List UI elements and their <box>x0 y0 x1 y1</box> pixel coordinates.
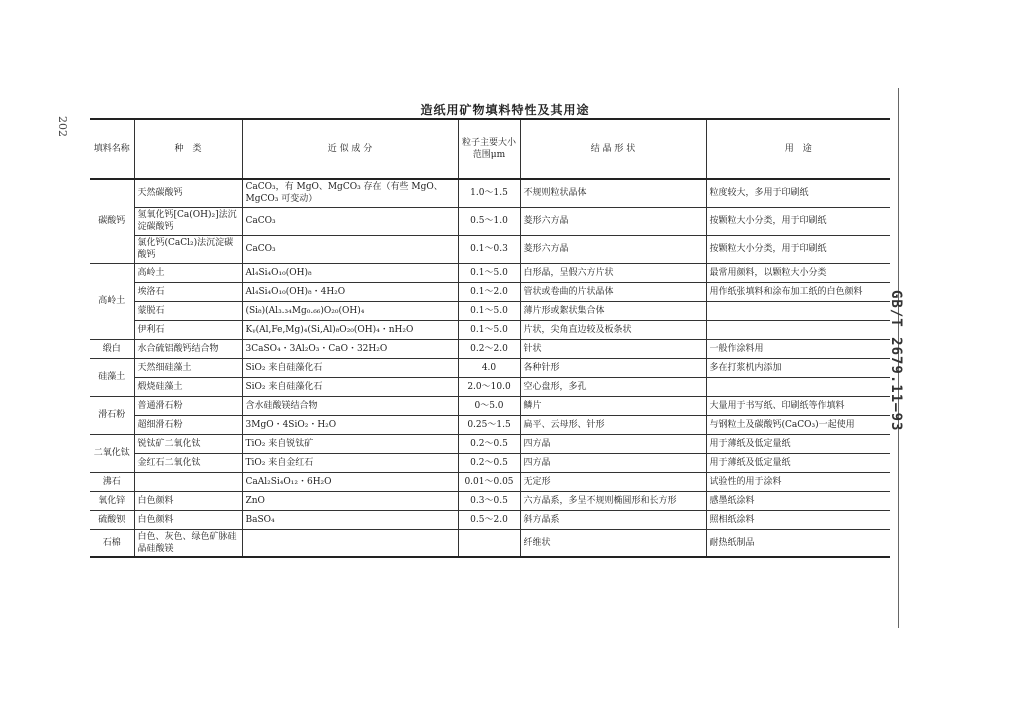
filler-type: 白色、灰色、绿色矿脉硅晶硅酸镁 <box>134 529 242 557</box>
filler-use: 感墨纸涂料 <box>706 491 890 510</box>
table-row <box>90 207 890 235</box>
header-type: 种 类 <box>134 119 242 179</box>
crystal-shape: 四方晶 <box>520 434 706 453</box>
filler-type: 天然碳酸钙 <box>134 179 242 207</box>
filler-use: 大量用于书写纸、印刷纸等作填料 <box>706 396 890 415</box>
table-row <box>90 415 890 434</box>
filler-name: 硅藻土 <box>90 358 134 396</box>
filler-type <box>134 472 242 491</box>
filler-use: 多在打浆机内添加 <box>706 358 890 377</box>
particle-size: 0.1～5.0 <box>458 301 520 320</box>
filler-use: 用于薄纸及低定量纸 <box>706 434 890 453</box>
filler-composition: CaCO₃，有 MgO、MgCO₃ 存在（有些 MgO、MgCO₃ 可变动） <box>242 179 458 207</box>
crystal-shape: 纤维状 <box>520 529 706 557</box>
crystal-shape: 不规则粒状晶体 <box>520 179 706 207</box>
table-row <box>90 377 890 396</box>
particle-size: 1.0～1.5 <box>458 179 520 207</box>
particle-size: 0.2～0.5 <box>458 434 520 453</box>
table-row <box>90 179 890 207</box>
filler-composition: SiO₂ 来自硅藻化石 <box>242 358 458 377</box>
header-composition: 近 似 成 分 <box>242 119 458 179</box>
particle-size: 0.1～2.0 <box>458 282 520 301</box>
particle-size: 0.01～0.05 <box>458 472 520 491</box>
particle-size <box>458 529 520 557</box>
table-row <box>90 282 890 301</box>
particle-size: 0.1～0.3 <box>458 235 520 263</box>
particle-size: 0～5.0 <box>458 396 520 415</box>
filler-type: 埃洛石 <box>134 282 242 301</box>
filler-type: 超细滑石粉 <box>134 415 242 434</box>
filler-type: 金红石二氧化钛 <box>134 453 242 472</box>
table-row <box>90 263 890 282</box>
particle-size: 0.1～5.0 <box>458 320 520 339</box>
header-size: 粒子主要大小范围μm <box>458 119 520 179</box>
filler-use <box>706 301 890 320</box>
crystal-shape: 空心盘形，多孔 <box>520 377 706 396</box>
crystal-shape: 管状或卷曲的片状晶体 <box>520 282 706 301</box>
crystal-shape: 白形晶，呈假六方片状 <box>520 263 706 282</box>
crystal-shape: 各种针形 <box>520 358 706 377</box>
filler-composition: Al₄Si₄O₁₀(OH)₈・4H₂O <box>242 282 458 301</box>
particle-size: 0.3～0.5 <box>458 491 520 510</box>
filler-name: 沸石 <box>90 472 134 491</box>
filler-type: 煅烧硅藻土 <box>134 377 242 396</box>
filler-type: 普通滑石粉 <box>134 396 242 415</box>
header-use: 用 途 <box>706 119 890 179</box>
table-row <box>90 453 890 472</box>
filler-type: 水合硫铝酸钙结合物 <box>134 339 242 358</box>
particle-size: 0.25～1.5 <box>458 415 520 434</box>
crystal-shape: 薄片形或絮状集合体 <box>520 301 706 320</box>
filler-composition: BaSO₄ <box>242 510 458 529</box>
crystal-shape: 鳞片 <box>520 396 706 415</box>
table-row <box>90 358 890 377</box>
filler-use: 与钢粒土及碳酸钙(CaCO₃)一起使用 <box>706 415 890 434</box>
table-row <box>90 472 890 491</box>
filler-name: 石棉 <box>90 529 134 557</box>
table-row <box>90 491 890 510</box>
filler-use: 最常用颜料，以颗粒大小分类 <box>706 263 890 282</box>
crystal-shape: 六方晶系，多呈不规则椭圆形和长方形 <box>520 491 706 510</box>
filler-use <box>706 320 890 339</box>
filler-use: 照相纸涂料 <box>706 510 890 529</box>
filler-name: 氧化锌 <box>90 491 134 510</box>
filler-use: 用于薄纸及低定量纸 <box>706 453 890 472</box>
filler-type: 天然细硅藻土 <box>134 358 242 377</box>
filler-use: 耐热纸制品 <box>706 529 890 557</box>
filler-name: 高岭土 <box>90 263 134 339</box>
filler-type: 白色颜料 <box>134 510 242 529</box>
particle-size: 0.2～0.5 <box>458 453 520 472</box>
filler-composition: CaCO₃ <box>242 235 458 263</box>
table-row <box>90 320 890 339</box>
crystal-shape: 菱形六方晶 <box>520 235 706 263</box>
standard-code: GB/T 2679.11—93 <box>888 290 904 432</box>
filler-type: 氯化钙(CaCl₂)法沉淀碳酸钙 <box>134 235 242 263</box>
filler-use: 试验性的用于涂料 <box>706 472 890 491</box>
table-row <box>90 529 890 557</box>
crystal-shape: 菱形六方晶 <box>520 207 706 235</box>
filler-composition: 3CaSO₄・3Al₂O₃・CaO・32H₂O <box>242 339 458 358</box>
crystal-shape: 片状，尖角直边较及板条状 <box>520 320 706 339</box>
filler-use: 按颗粒大小分类，用于印刷纸 <box>706 235 890 263</box>
header-name: 填料名称 <box>90 119 134 179</box>
filler-use: 粒度较大，多用于印刷纸 <box>706 179 890 207</box>
filler-name: 二氧化钛 <box>90 434 134 472</box>
table-row <box>90 339 890 358</box>
table-row <box>90 510 890 529</box>
filler-name: 碳酸钙 <box>90 179 134 263</box>
filler-composition: CaAl₂Si₄O₁₂・6H₂O <box>242 472 458 491</box>
filler-type: 伊利石 <box>134 320 242 339</box>
particle-size: 0.5～2.0 <box>458 510 520 529</box>
filler-use: 按颗粒大小分类，用于印刷纸 <box>706 207 890 235</box>
table-row <box>90 235 890 263</box>
filler-composition <box>242 529 458 557</box>
filler-use <box>706 377 890 396</box>
particle-size: 0.2～2.0 <box>458 339 520 358</box>
filler-composition: CaCO₃ <box>242 207 458 235</box>
filler-type: 高岭土 <box>134 263 242 282</box>
filler-type: 氢氧化钙[Ca(OH)₂]法沉淀碳酸钙 <box>134 207 242 235</box>
filler-composition: TiO₂ 来自金红石 <box>242 453 458 472</box>
table-row <box>90 434 890 453</box>
table-row <box>90 301 890 320</box>
filler-composition: 3MgO・4SiO₂・H₂O <box>242 415 458 434</box>
crystal-shape: 扁平、云母形、针形 <box>520 415 706 434</box>
crystal-shape: 针状 <box>520 339 706 358</box>
filler-name: 滑石粉 <box>90 396 134 434</box>
crystal-shape: 四方晶 <box>520 453 706 472</box>
filler-composition: Kᵧ(Al,Fe,Mg)₄(Si,Al)₈O₂₀(OH)₄・nH₂O <box>242 320 458 339</box>
filler-use: 一般作涂料用 <box>706 339 890 358</box>
filler-type: 蒙脱石 <box>134 301 242 320</box>
filler-name: 硫酸钡 <box>90 510 134 529</box>
filler-name: 缎白 <box>90 339 134 358</box>
filler-composition: Al₄Si₄O₁₀(OH)₈ <box>242 263 458 282</box>
filler-composition: SiO₂ 来自硅藻化石 <box>242 377 458 396</box>
particle-size: 2.0～10.0 <box>458 377 520 396</box>
filler-type: 白色颜料 <box>134 491 242 510</box>
filler-properties-table <box>90 118 890 558</box>
filler-composition: 含水硅酸镁结合物 <box>242 396 458 415</box>
particle-size: 4.0 <box>458 358 520 377</box>
filler-type: 锐钛矿二氧化钛 <box>134 434 242 453</box>
filler-composition: (Si₈)(Al₃.₃₄Mg₀.₆₆)O₂₀(OH)₄ <box>242 301 458 320</box>
header-crystal: 结 晶 形 状 <box>520 119 706 179</box>
table-title: 造纸用矿物填料特性及其用途 <box>420 103 590 117</box>
crystal-shape: 斜方晶系 <box>520 510 706 529</box>
particle-size: 0.5～1.0 <box>458 207 520 235</box>
table-row <box>90 396 890 415</box>
page-number: 202 <box>56 116 69 137</box>
filler-composition: TiO₂ 来自锐钛矿 <box>242 434 458 453</box>
filler-composition: ZnO <box>242 491 458 510</box>
filler-use: 用作纸张填料和涂布加工纸的白色颜料 <box>706 282 890 301</box>
particle-size: 0.1～5.0 <box>458 263 520 282</box>
crystal-shape: 无定形 <box>520 472 706 491</box>
